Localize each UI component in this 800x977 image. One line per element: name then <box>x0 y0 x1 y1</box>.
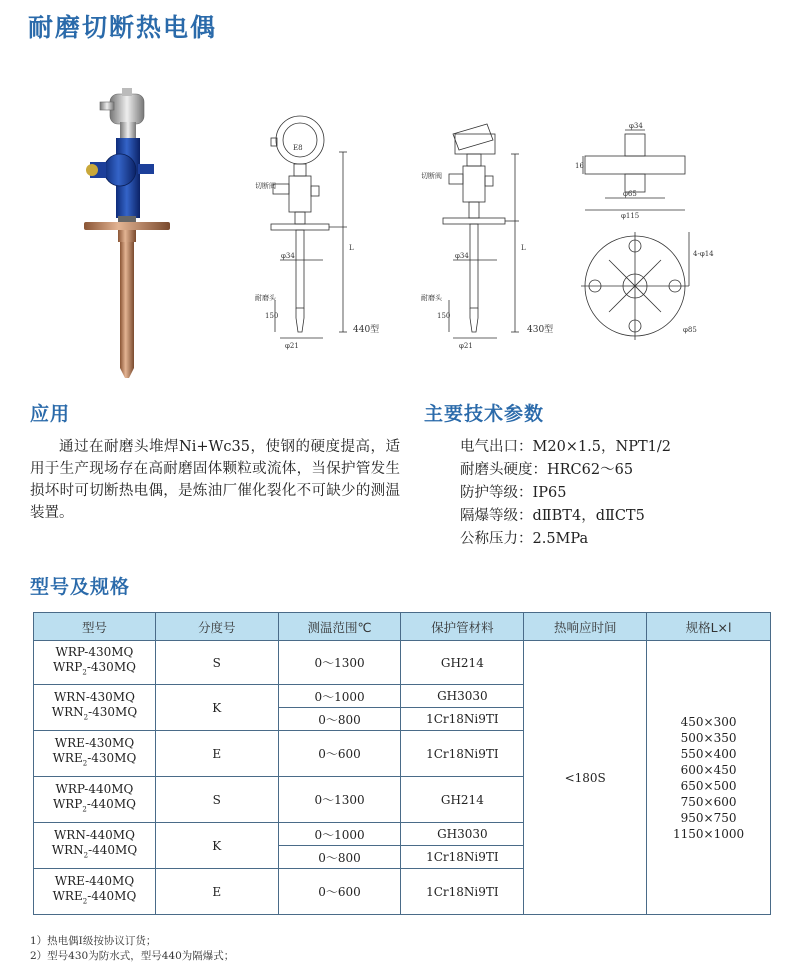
model-cell <box>34 869 156 915</box>
model-prefix: WRP <box>52 796 83 811</box>
material-cell: 1Cr18Ni9TI <box>401 846 524 869</box>
drawing-430-type <box>415 120 555 350</box>
table-header-row <box>34 613 771 641</box>
footnotes <box>30 934 234 964</box>
range-cell: 0～1300 <box>278 641 401 685</box>
response-cell: <180S <box>524 641 647 915</box>
col-header-range: 测温范围℃ <box>278 613 401 641</box>
division-cell: S <box>155 777 278 823</box>
thickness-label: 16 <box>575 162 584 170</box>
material-cell: GH3030 <box>401 685 524 708</box>
model-prefix: WRE <box>52 750 83 765</box>
application-paragraph: 通过在耐磨头堆焊Ni+Wc35，使钢的硬度提高，适用于生产现场存在高耐磨固体颗粒或流体，当保护管发生损坏时可切断热电偶，是炼油厂催化裂化不可缺少的测温装置。 <box>30 439 400 521</box>
tip-dia-label: φ21 <box>459 342 473 350</box>
d65-label: φ65 <box>623 190 637 198</box>
model-name: WRP-440MQ <box>55 781 134 796</box>
model-name: WRE-440MQ <box>54 873 135 888</box>
model-name-2 <box>34 843 155 863</box>
size-item: 450×300 <box>680 714 737 729</box>
product-photo <box>80 88 190 378</box>
range-cell: 0～1000 <box>278 685 401 708</box>
footnote: 1）热电偶Ⅰ级按协议订货； <box>30 935 157 947</box>
param-item: 隔爆等级：dⅡBT4，dⅡCT5 <box>460 508 645 524</box>
model-suffix: -430MQ <box>86 659 136 674</box>
application-text <box>30 436 400 524</box>
model-suffix: -440MQ <box>87 888 137 903</box>
model-label-440: 440型 <box>353 325 380 335</box>
model-name-2 <box>34 889 155 909</box>
model-cell <box>34 823 156 869</box>
wear-head-label: 耐磨头 <box>421 294 442 302</box>
col-header-division: 分度号 <box>155 613 278 641</box>
model-cell <box>34 731 156 777</box>
model-cell <box>34 685 156 731</box>
model-name: WRN-440MQ <box>53 827 135 842</box>
material-cell: GH214 <box>401 777 524 823</box>
model-label-430: 430型 <box>527 325 554 335</box>
model-prefix: WRP <box>52 659 83 674</box>
spec-heading: 型号及规格 <box>30 576 131 598</box>
drawing-flange <box>575 120 714 350</box>
material-cell: 1Cr18Ni9TI <box>401 708 524 731</box>
model-suffix: -440MQ <box>88 842 138 857</box>
size-item: 600×450 <box>680 762 737 777</box>
model-cell <box>34 641 156 685</box>
size-item: 650×500 <box>680 778 737 793</box>
valve-label: 切断阀 <box>255 182 276 190</box>
division-cell: E <box>155 731 278 777</box>
pipe-dia-label: φ34 <box>281 252 295 260</box>
model-prefix: WRN <box>51 842 84 857</box>
col-header-response: 热响应时间 <box>524 613 647 641</box>
range-cell: 0～800 <box>278 708 401 731</box>
model-suffix: -430MQ <box>87 750 137 765</box>
range-cell: 0～600 <box>278 731 401 777</box>
model-name: WRE-430MQ <box>54 735 135 750</box>
model-sub: 2 <box>82 805 87 814</box>
table-row <box>34 641 771 685</box>
spec-table <box>33 612 771 915</box>
wear-head-label: 耐磨头 <box>255 294 276 302</box>
params-list <box>460 436 671 551</box>
size-item: 1150×1000 <box>672 826 745 841</box>
material-cell: 1Cr18Ni9TI <box>401 731 524 777</box>
pipe-dia-label: φ34 <box>455 252 469 260</box>
division-cell: S <box>155 641 278 685</box>
model-name: WRN-430MQ <box>53 689 135 704</box>
drawing-label: E8 <box>293 144 303 152</box>
material-cell: GH3030 <box>401 823 524 846</box>
param-item: 公称压力：2.5MPa <box>460 531 589 547</box>
size-item: 750×600 <box>680 794 737 809</box>
range-cell: 0～1000 <box>278 823 401 846</box>
param-item: 耐磨头硬度：HRC62～65 <box>460 462 634 478</box>
model-name-2 <box>34 705 155 725</box>
page-title: 耐磨切断热电偶 <box>28 13 218 42</box>
holes-label: 4-φ14 <box>693 250 714 258</box>
model-prefix: WRE <box>52 888 83 903</box>
range-cell: 0～1300 <box>278 777 401 823</box>
dim-l-label: L <box>349 244 354 252</box>
dim-150-label: 150 <box>437 312 451 320</box>
model-suffix: -430MQ <box>88 704 138 719</box>
valve-label: 切断阀 <box>421 172 442 180</box>
model-suffix: -440MQ <box>86 796 136 811</box>
model-name: WRP-430MQ <box>55 644 134 659</box>
size-item: 950×750 <box>680 810 737 825</box>
model-sub: 2 <box>82 668 87 677</box>
dim-150-label: 150 <box>265 312 279 320</box>
model-sub: 2 <box>83 713 89 722</box>
d115-label: φ115 <box>621 212 640 220</box>
size-item: 550×400 <box>680 746 737 761</box>
division-cell: E <box>155 869 278 915</box>
col-header-model: 型号 <box>34 613 156 641</box>
tip-dia-label: φ21 <box>285 342 299 350</box>
model-name-2 <box>34 751 155 771</box>
model-prefix: WRN <box>51 704 84 719</box>
params-heading: 主要技术参数 <box>424 403 545 425</box>
param-item: 电气出口：M20×1.5，NPT1/2 <box>460 439 671 455</box>
range-cell: 0～600 <box>278 869 401 915</box>
model-cell <box>34 777 156 823</box>
top-dia-label: φ34 <box>629 122 643 130</box>
division-cell: K <box>155 823 278 869</box>
dim-l-label: L <box>521 244 526 252</box>
model-sub: 2 <box>82 759 88 768</box>
size-cell <box>647 641 771 915</box>
range-cell: 0～800 <box>278 846 401 869</box>
param-item: 防护等级：IP65 <box>460 485 567 501</box>
col-header-size: 规格L×l <box>647 613 771 641</box>
material-cell: 1Cr18Ni9TI <box>401 869 524 915</box>
material-cell: GH214 <box>401 641 524 685</box>
d85-label: φ85 <box>683 326 697 334</box>
model-name-2 <box>34 797 155 817</box>
model-sub: 2 <box>82 897 88 906</box>
size-item: 500×350 <box>680 730 737 745</box>
division-cell: K <box>155 685 278 731</box>
application-heading: 应用 <box>30 403 71 425</box>
model-sub: 2 <box>83 851 89 860</box>
footnote: 2）型号430为防水式，型号440为隔爆式； <box>30 950 235 962</box>
col-header-material: 保护管材料 <box>401 613 524 641</box>
drawing-440-type <box>245 110 385 350</box>
model-name-2 <box>34 660 155 680</box>
